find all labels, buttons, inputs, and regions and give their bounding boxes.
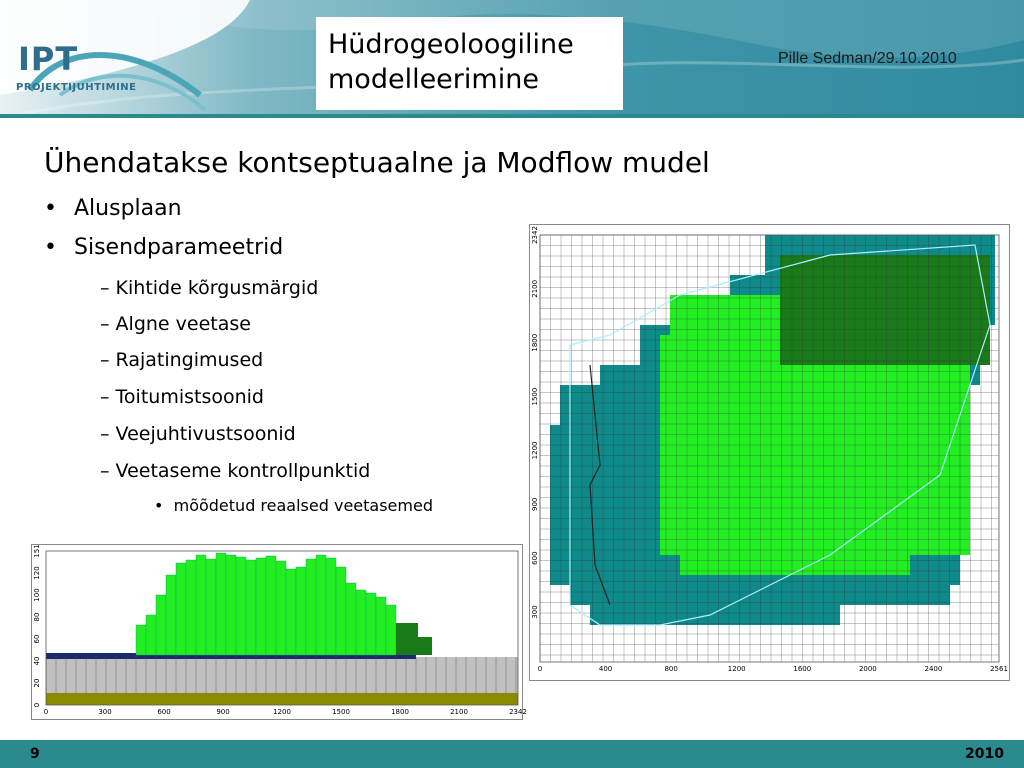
map-y-tick-label: 600 [531, 551, 539, 565]
profile-column [336, 567, 346, 655]
sub-item: – Veetaseme kontrollpunktid [100, 460, 371, 482]
bullet-alusplaan [44, 196, 182, 221]
map-x-tick-label: 1600 [793, 665, 812, 673]
map-x-tick-label: 0 [537, 665, 543, 673]
bullet-label: Sisendparameetrid [74, 235, 284, 260]
bedrock-layer [46, 693, 518, 705]
profile-column [246, 560, 256, 655]
section-x-tick-label: 1500 [332, 708, 350, 716]
profile-column [276, 561, 286, 655]
map-y-tick-label: 900 [531, 497, 539, 511]
profile-column [216, 553, 226, 655]
profile-column [236, 557, 246, 655]
map-x-tick-label: 2000 [858, 665, 877, 673]
sub-item: – Toitumistsoonid [100, 386, 264, 408]
author-date: Pille Sedman/29.10.2010 [778, 50, 957, 67]
profile-column [316, 555, 326, 655]
section-x-tick-label: 900 [216, 708, 230, 716]
profile-column [356, 590, 366, 655]
section-x-tick-label: 1800 [391, 708, 409, 716]
sub-sub-item: • mõõdetud reaalsed veetasemed [154, 496, 433, 515]
map-x-tick-label: 2400 [924, 665, 943, 673]
section-x-tick-label: 1200 [273, 708, 291, 716]
section-y-tick-label: 0 [33, 702, 41, 708]
section-y-tick-label: 20 [33, 678, 41, 688]
sub-item: – Kihtide kõrgusmärgid [100, 277, 319, 299]
section-x-tick-label: 2100 [450, 708, 468, 716]
map-y-tick-label: 1800 [531, 333, 539, 352]
aquifer-layer [46, 657, 518, 693]
cross-section-plot [32, 544, 527, 719]
slide-title [328, 27, 574, 97]
profile-column [226, 555, 236, 655]
bullet-sisendparameetrid [44, 235, 283, 260]
profile-column [296, 567, 306, 655]
map-y-tick-label: 2100 [531, 279, 539, 298]
footer-year: 2010 [965, 746, 1004, 762]
profile-column [326, 558, 336, 655]
profile-column [196, 555, 206, 655]
profile-column [256, 558, 266, 655]
map-x-tick-label: 2561 [990, 665, 1008, 673]
section-y-tick-label: 120 [33, 566, 41, 580]
modflow-grid-map [530, 225, 1009, 680]
map-y-tick-label: 1200 [531, 441, 539, 460]
profile-column [176, 563, 186, 655]
title-line-2: modelleerimine [328, 64, 539, 95]
map-y-tick-label: 1500 [531, 387, 539, 406]
section-x-tick-label: 0 [43, 708, 49, 716]
section-y-tick-label: 100 [33, 588, 41, 602]
page-number: 9 [30, 746, 40, 762]
logo-ipt-text: IPT [18, 40, 79, 78]
map-y-tick-label: 2342 [531, 226, 539, 244]
profile-column [418, 637, 432, 655]
bullet-dot: • [44, 196, 57, 221]
profile-column [366, 593, 376, 655]
profile-column [286, 569, 296, 655]
section-y-tick-label: 60 [33, 634, 41, 644]
profile-column [186, 560, 196, 655]
cross-section-figure [31, 544, 527, 720]
slide-heading: Ühendatakse kontseptuaalne ja Modflow mudel [44, 146, 710, 179]
map-x-tick-label: 800 [664, 665, 678, 673]
section-x-tick-label: 2342 [509, 708, 527, 716]
title-box [316, 17, 623, 110]
sub-item: – Algne veetase [100, 313, 251, 335]
profile-column [346, 583, 356, 655]
section-y-tick-label: 151 [33, 544, 41, 558]
profile-column [396, 623, 418, 655]
logo-subtitle: PROJEKTIJUHTIMINE [16, 82, 137, 93]
modflow-plan-view-figure [529, 224, 1010, 681]
map-x-tick-label: 1200 [727, 665, 746, 673]
profile-column [206, 559, 216, 655]
section-x-tick-label: 300 [98, 708, 112, 716]
profile-column [156, 595, 166, 655]
map-zone [780, 255, 990, 365]
profile-column [386, 605, 396, 655]
slide-footer [0, 740, 1024, 768]
section-y-tick-label: 40 [33, 656, 41, 666]
profile-column [376, 597, 386, 655]
profile-column [266, 556, 276, 655]
section-x-tick-label: 600 [157, 708, 171, 716]
top-layer [46, 653, 136, 659]
slide-header [0, 0, 1024, 118]
title-line-1: Hüdrogeoloogiline [328, 29, 574, 60]
profile-column [136, 625, 146, 655]
profile-column [306, 559, 316, 655]
sub-item: – Veejuhtivustsoonid [100, 423, 296, 445]
profile-column [146, 615, 156, 655]
header-divider [0, 114, 1024, 118]
profile-column [166, 575, 176, 655]
map-y-tick-label: 300 [531, 605, 539, 619]
bullet-dot: • [44, 235, 57, 260]
sub-item: – Rajatingimused [100, 349, 264, 371]
map-x-tick-label: 400 [598, 665, 613, 673]
bullet-label: Alusplaan [74, 196, 182, 221]
section-y-tick-label: 80 [33, 612, 41, 622]
